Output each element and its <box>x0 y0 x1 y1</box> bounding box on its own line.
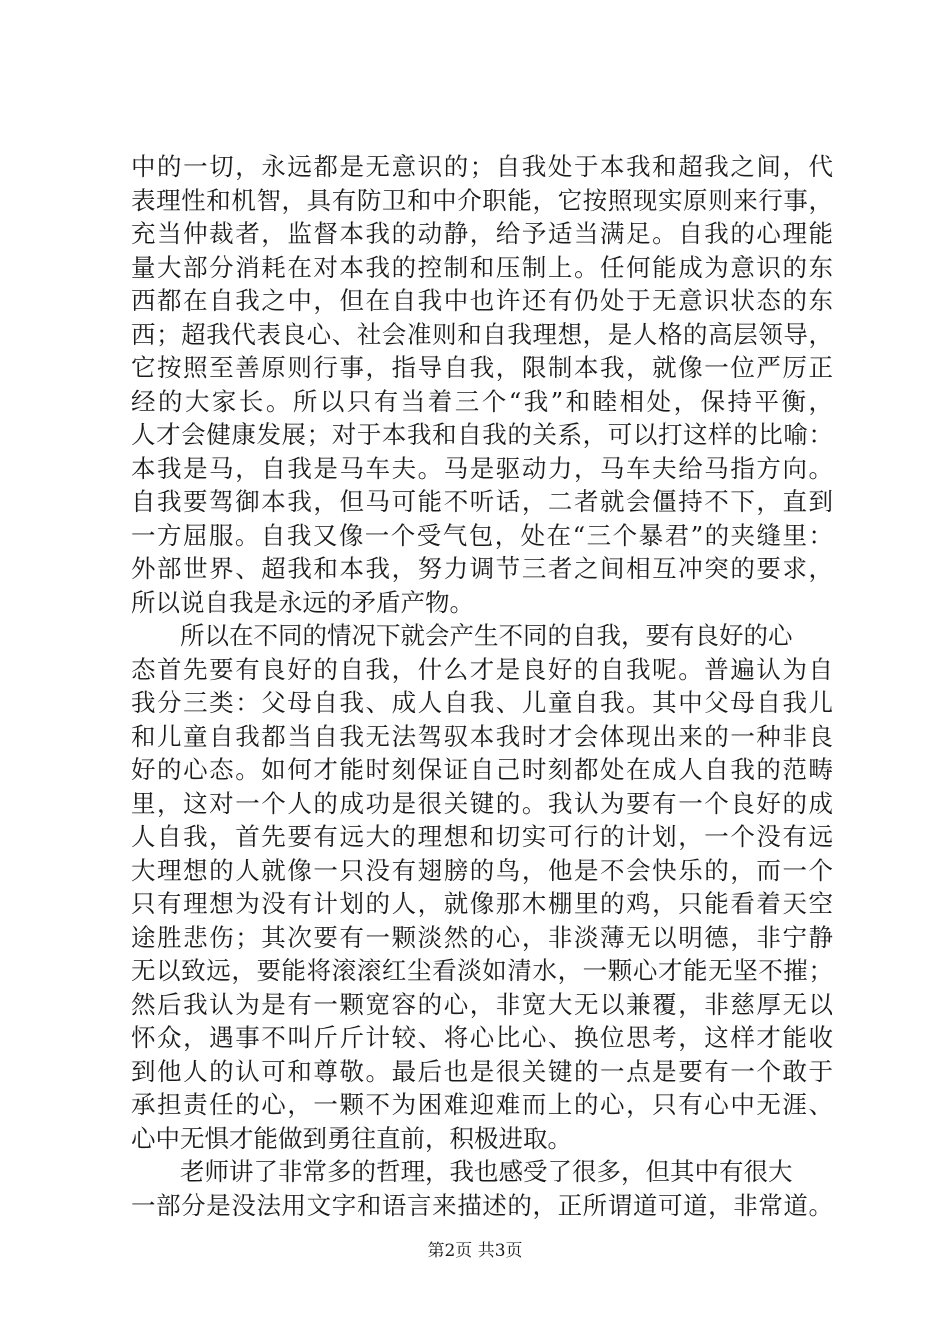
text-line: 和儿童自我都当自我无法驾驭本我时才会体现出来的一种非良 <box>131 721 835 751</box>
text-line: 然后我认为是有一颗宽容的心，非宽大无以兼覆，非慈厚无以 <box>131 989 835 1019</box>
text-line: 一方屈服。自我又像一个受气包，处在“三个暴君”的夹缝里： <box>131 520 835 550</box>
text-line: 我分三类：父母自我、成人自我、儿童自我。其中父母自我儿 <box>131 688 835 717</box>
text-line: 西；超我代表良心、社会准则和自我理想，是人格的高层领导， <box>131 319 834 349</box>
page-footer: 第2页 共3页 <box>427 1241 523 1261</box>
text-line: 中的一切，永远都是无意识的；自我处于本我和超我之间，代 <box>131 152 835 181</box>
text-line: 老师讲了非常多的哲理，我也感受了很多，但其中有很大 <box>180 1157 793 1186</box>
text-line: 态首先要有良好的自我，什么才是良好的自我呢。普遍认为自 <box>131 654 835 684</box>
text-line: 外部世界、超我和本我，努力调节三者之间相互冲突的要求， <box>131 554 835 583</box>
text-line: 人自我，首先要有远大的理想和切实可行的计划，一个没有远 <box>131 822 835 851</box>
text-line: 充当仲裁者，监督本我的动静，给予适当满足。自我的心理能 <box>131 219 835 248</box>
text-line: 好的心态。如何才能时刻保证自己时刻都处在成人自我的范畴 <box>131 755 835 784</box>
text-line: 本我是马，自我是马车夫。马是驱动力，马车夫给马指方向。 <box>131 453 835 483</box>
text-line: 人才会健康发展；对于本我和自我的关系，可以打这样的比喻： <box>131 420 834 449</box>
text-line: 西都在自我之中，但在自我中也许还有仍处于无意识状态的东 <box>131 286 835 315</box>
text-line: 所以说自我是永远的矛盾产物。 <box>131 587 474 617</box>
text-line: 所以在不同的情况下就会产生不同的自我，要有良好的心 <box>180 621 793 650</box>
text-line: 大理想的人就像一只没有翅膀的鸟，他是不会快乐的，而一个 <box>131 855 835 885</box>
document-body <box>131 150 836 1222</box>
text-line: 只有理想为没有计划的人，就像那木棚里的鸡，只能看着天空 <box>131 889 835 918</box>
text-line: 量大部分消耗在对本我的控制和压制上。任何能成为意识的东 <box>131 252 835 282</box>
text-line: 到他人的认可和尊敬。最后也是很关键的一点是要有一个敢于 <box>131 1056 835 1086</box>
text-line: 承担责任的心，一颗不为困难迎难而上的心，只有心中无涯、 <box>131 1090 835 1119</box>
text-line: 表理性和机智，具有防卫和中介职能，它按照现实原则来行事， <box>131 185 834 215</box>
text-line: 一部分是没法用文字和语言来描述的，正所谓道可道，非常道。 <box>131 1190 834 1220</box>
text-line: 怀众，遇事不叫斤斤计较、将心比心、换位思考，这样才能收 <box>131 1023 835 1052</box>
text-line: 自我要驾御本我，但马可能不听话，二者就会僵持不下，直到 <box>131 487 835 516</box>
text-line: 途胜悲伤；其次要有一颗淡然的心，非淡薄无以明德，非宁静 <box>131 922 835 952</box>
text-line: 无以致远，要能将滚滚红尘看淡如清水，一颗心才能无坚不摧； <box>131 956 834 985</box>
text-line: 心中无惧才能做到勇往直前，积极进取。 <box>131 1123 572 1153</box>
text-line: 经的大家长。所以只有当着三个“我”和睦相处，保持平衡， <box>131 386 836 416</box>
text-line: 它按照至善原则行事，指导自我，限制本我，就像一位严厉正 <box>131 353 835 382</box>
text-line: 里，这对一个人的成功是很关键的。我认为要有一个良好的成 <box>131 788 835 818</box>
